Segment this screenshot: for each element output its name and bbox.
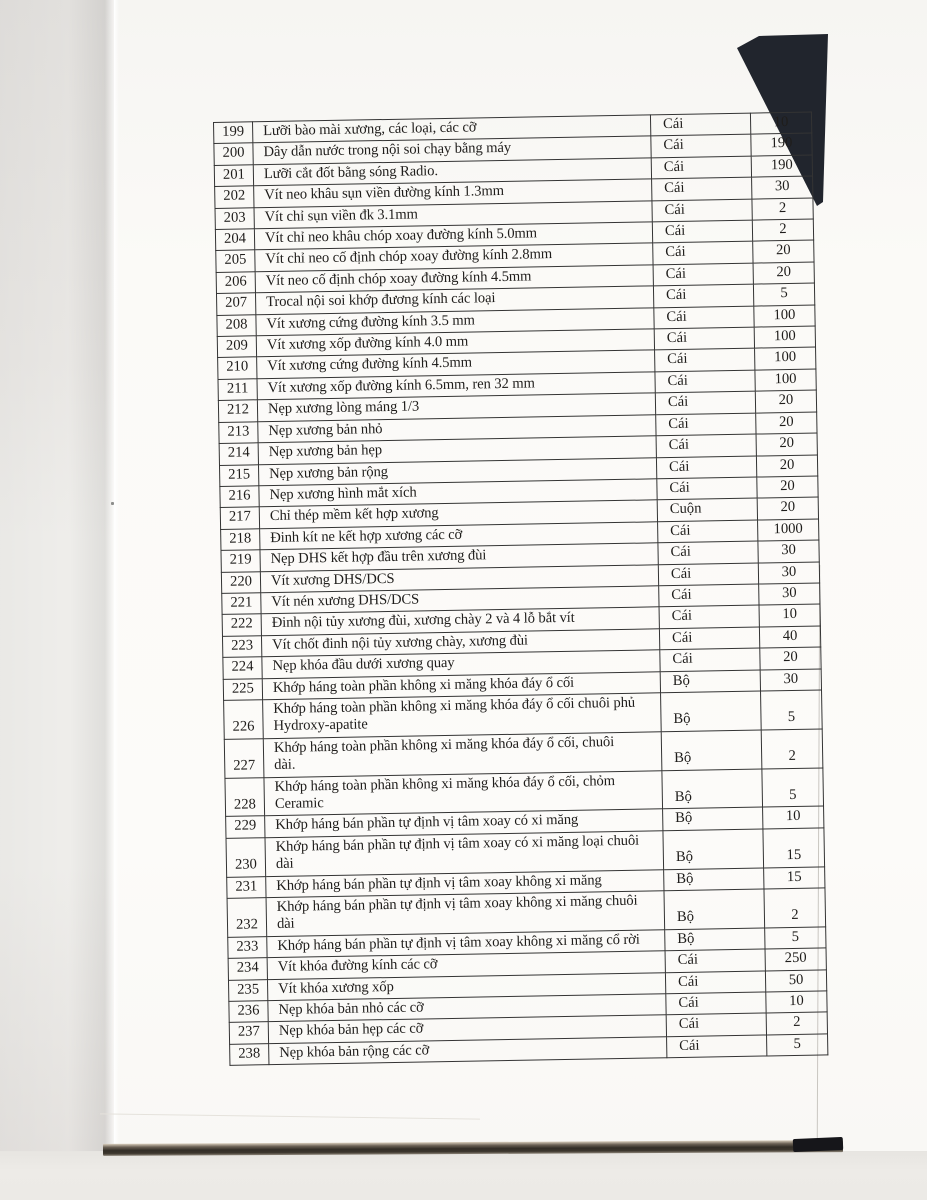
unit-cell: Cái [665, 949, 765, 972]
quantity-cell: 190 [751, 133, 812, 155]
quantity-cell: 100 [754, 305, 815, 327]
row-number-cell: 199 [214, 122, 253, 144]
unit-cell: Cái [652, 177, 752, 200]
unit-cell: Cái [655, 391, 755, 414]
unit-cell: Cái [658, 563, 758, 586]
item-description-cell: Vít xương xốp đường kính 4.0 mm [256, 329, 654, 357]
row-number-cell: 236 [229, 1001, 268, 1023]
quantity-cell: 10 [763, 806, 824, 828]
item-description-cell: Nẹp khóa bản nhỏ các cỡ [268, 994, 666, 1022]
item-description-cell: Vít chốt đinh nội tủy xương chày, xương đùi [261, 629, 659, 657]
item-description-cell: Khớp háng bán phần tự định vị tâm xoay có xi măng [265, 809, 663, 837]
unit-cell: Cái [666, 1013, 766, 1036]
item-description-cell: Nẹp khóa đầu dưới xương quay [262, 650, 660, 678]
quantity-cell: 10 [766, 991, 827, 1013]
unit-cell: Cái [657, 477, 757, 500]
quantity-cell: 30 [752, 176, 813, 198]
quantity-cell: 5 [762, 768, 824, 808]
quantity-cell: 20 [755, 390, 816, 412]
item-description-cell: Trocal nội soi khớp đương kính các loại [255, 286, 653, 314]
item-description-cell: Khớp háng toàn phần không xi măng khóa đáy ổ cối, chuôi dài. [263, 732, 662, 778]
unit-cell: Cái [653, 284, 753, 307]
row-number-cell: 222 [222, 614, 261, 636]
item-description-cell: Khớp háng toàn phần không xi măng khóa đáy ổ cối [262, 671, 660, 699]
supply-items-table-wrap [213, 112, 828, 1067]
quantity-cell: 100 [755, 347, 816, 369]
scanner-background-bottom [0, 1151, 927, 1200]
unit-cell: Bộ [660, 670, 760, 693]
unit-cell: Cái [652, 199, 752, 222]
item-description-cell: Vít chỉ neo khâu chóp xoay đường kính 5.0mm [254, 222, 652, 250]
item-description-cell: Vít chỉ neo cố định chóp xoay đường kính 2.8mm [255, 243, 653, 271]
item-description-cell: Khớp háng bán phần tự định vị tâm xoay có xi măng loại chuôi dài [265, 831, 664, 877]
unit-cell: Cái [650, 113, 750, 136]
unit-cell: Bộ [663, 807, 763, 830]
quantity-cell: 100 [754, 326, 815, 348]
page-bottom-shadow-dark [793, 1137, 844, 1152]
item-description-cell: Nẹp xương bản rộng [258, 457, 656, 485]
item-description-cell: Nẹp khóa bản hẹp các cỡ [268, 1015, 666, 1043]
item-description-cell: Dây dẫn nước trong nội soi chạy bằng máy [253, 136, 651, 164]
quantity-cell: 2 [764, 888, 826, 928]
unit-cell: Cái [651, 135, 751, 158]
quantity-cell: 2 [761, 729, 823, 769]
row-number-cell: 219 [221, 550, 260, 572]
row-number-cell: 201 [214, 165, 253, 187]
row-number-cell: 235 [228, 979, 267, 1001]
quantity-cell: 20 [757, 497, 818, 519]
item-description-cell: Lưỡi bào mài xương, các loại, các cỡ [253, 115, 651, 143]
unit-cell: Cuộn [657, 498, 757, 521]
row-number-cell: 202 [215, 186, 254, 208]
quantity-cell: 2 [766, 1012, 827, 1034]
item-description-cell: Nẹp khóa bản rộng các cỡ [269, 1037, 667, 1065]
quantity-cell: 20 [753, 262, 814, 284]
item-description-cell: Vít xương cứng đường kính 4.5mm [257, 350, 655, 378]
quantity-cell: 20 [756, 433, 817, 455]
row-number-cell: 200 [214, 143, 253, 165]
row-number-cell: 211 [218, 379, 257, 401]
item-description-cell: Vít khóa đường kính các cỡ [267, 951, 665, 979]
unit-cell: Cái [655, 349, 755, 372]
row-number-cell: 226 [224, 700, 264, 739]
dust-speck [111, 502, 114, 505]
row-number-cell: 224 [223, 657, 262, 679]
quantity-cell: 20 [757, 476, 818, 498]
quantity-cell: 5 [767, 1034, 828, 1056]
item-description-cell: Khớp háng bán phần tự định vị tâm xoay không xi măng [266, 869, 664, 897]
row-number-cell: 220 [221, 571, 260, 593]
unit-cell: Cái [656, 434, 756, 457]
item-description-cell: Khớp háng bán phần tự định vị tâm xoay không xi măng cổ rời [267, 930, 665, 958]
item-description-cell: Đinh nội tủy xương đùi, xương chày 2 và 4 lỗ bắt vít [261, 607, 659, 635]
row-number-cell: 233 [228, 937, 267, 959]
unit-cell: Cái [658, 541, 758, 564]
row-number-cell: 225 [223, 678, 262, 700]
unit-cell: Cái [659, 605, 759, 628]
row-number-cell: 227 [224, 738, 264, 777]
row-number-cell: 232 [227, 898, 267, 937]
quantity-cell: 190 [751, 155, 812, 177]
quantity-cell: 100 [755, 369, 816, 391]
unit-cell: Cái [652, 220, 752, 243]
row-number-cell: 212 [218, 400, 257, 422]
row-number-cell: 205 [216, 250, 255, 272]
item-description-cell: Vít neo khâu sụn viền đường kính 1.3mm [254, 179, 652, 207]
quantity-cell: 10 [750, 112, 811, 134]
unit-cell: Cái [653, 263, 753, 286]
quantity-cell: 30 [759, 583, 820, 605]
unit-cell: Cái [656, 456, 756, 479]
scanner-background-left [0, 0, 114, 1200]
unit-cell: Bộ [661, 730, 762, 771]
unit-cell: Cái [666, 992, 766, 1015]
row-number-cell: 204 [215, 229, 254, 251]
unit-cell: Cái [651, 156, 751, 179]
quantity-cell: 15 [763, 828, 825, 868]
item-description-cell: Nẹp xương bản hẹp [258, 436, 656, 464]
unit-cell: Cái [654, 327, 754, 350]
unit-cell: Bộ [663, 829, 764, 870]
row-number-cell: 216 [220, 486, 259, 508]
item-description-cell: Lưỡi cắt đốt bằng sóng Radio. [253, 158, 651, 186]
row-number-cell: 209 [217, 336, 256, 358]
quantity-cell: 20 [753, 240, 814, 262]
item-description-cell: Nẹp xương bản nhỏ [258, 415, 656, 443]
paper-left-edge [114, 0, 119, 1200]
quantity-cell: 20 [760, 647, 821, 669]
row-number-cell: 234 [228, 958, 267, 980]
row-number-cell: 221 [222, 593, 261, 615]
item-description-cell: Khớp háng bán phần tự định vị tâm xoay không xi măng chuôi dài [266, 891, 665, 937]
item-description-cell: Chỉ thép mềm kết hợp xương [259, 500, 657, 528]
item-description-cell: Vít xương xốp đường kính 6.5mm, ren 32 mm [257, 372, 655, 400]
unit-cell: Cái [658, 520, 758, 543]
quantity-cell: 2 [752, 219, 813, 241]
item-description-cell: Vít khóa xương xốp [267, 972, 665, 1000]
row-number-cell: 231 [227, 876, 266, 898]
row-number-cell: 208 [217, 314, 256, 336]
quantity-cell: 1000 [758, 519, 819, 541]
row-number-cell: 206 [216, 272, 255, 294]
supply-items-table [213, 112, 828, 1067]
quantity-cell: 5 [761, 690, 823, 730]
row-number-cell: 215 [219, 464, 258, 486]
quantity-cell: 250 [765, 948, 826, 970]
unit-cell: Bộ [664, 868, 764, 891]
unit-cell: Cái [667, 1035, 767, 1058]
unit-cell: Cái [659, 627, 759, 650]
quantity-cell: 30 [760, 669, 821, 691]
unit-cell: Cái [660, 648, 760, 671]
quantity-cell: 30 [758, 540, 819, 562]
unit-cell: Bộ [664, 889, 765, 930]
unit-cell: Cái [659, 584, 759, 607]
row-number-cell: 207 [216, 293, 255, 315]
unit-cell: Cái [654, 306, 754, 329]
row-number-cell: 214 [219, 443, 258, 465]
item-description-cell: Đinh kít ne kết hợp xương các cỡ [260, 522, 658, 550]
unit-cell: Bộ [665, 928, 765, 951]
row-number-cell: 229 [226, 816, 265, 838]
quantity-cell: 15 [764, 867, 825, 889]
row-number-cell: 210 [218, 357, 257, 379]
quantity-cell: 30 [758, 562, 819, 584]
row-number-cell: 238 [230, 1044, 269, 1066]
quantity-cell: 20 [756, 412, 817, 434]
row-number-cell: 237 [229, 1022, 268, 1044]
quantity-cell: 10 [759, 604, 820, 626]
item-description-cell: Vít nén xương DHS/DCS [261, 586, 659, 614]
item-description-cell: Vít neo cố định chóp xoay đường kính 4.5mm [255, 265, 653, 293]
unit-cell: Cái [653, 242, 753, 265]
quantity-cell: 50 [765, 970, 826, 992]
quantity-cell: 20 [756, 455, 817, 477]
row-number-cell: 213 [219, 421, 258, 443]
unit-cell: Cái [655, 370, 755, 393]
quantity-cell: 2 [752, 198, 813, 220]
row-number-cell: 217 [220, 507, 259, 529]
unit-cell: Bộ [662, 769, 763, 810]
quantity-cell: 5 [753, 283, 814, 305]
item-description-cell: Vít xương DHS/DCS [260, 564, 658, 592]
item-description-cell: Khớp háng toàn phần không xi măng khóa đáy ổ cối, chỏm Ceramic [264, 770, 663, 816]
unit-cell: Cái [656, 413, 756, 436]
supply-items-table-body [214, 112, 828, 1066]
row-number-cell: 230 [226, 838, 266, 877]
unit-cell: Bộ [661, 691, 762, 732]
item-description-cell: Nẹp xương lòng máng 1/3 [257, 393, 655, 421]
row-number-cell: 223 [222, 635, 261, 657]
quantity-cell: 40 [759, 626, 820, 648]
row-number-cell: 203 [215, 207, 254, 229]
item-description-cell: Nẹp DHS kết hợp đầu trên xương đùi [260, 543, 658, 571]
quantity-cell: 5 [765, 927, 826, 949]
row-number-cell: 228 [225, 777, 265, 816]
item-description-cell: Vít xương cứng đường kính 3.5 mm [256, 307, 654, 335]
unit-cell: Cái [665, 971, 765, 994]
item-description-cell: Nẹp xương hình mắt xích [259, 479, 657, 507]
item-description-cell: Khớp háng toàn phần không xi măng khóa đáy ổ cối chuôi phủ Hydroxy-apatite [263, 693, 662, 739]
item-description-cell: Vít chỉ sụn viền đk 3.1mm [254, 200, 652, 228]
row-number-cell: 218 [221, 528, 260, 550]
